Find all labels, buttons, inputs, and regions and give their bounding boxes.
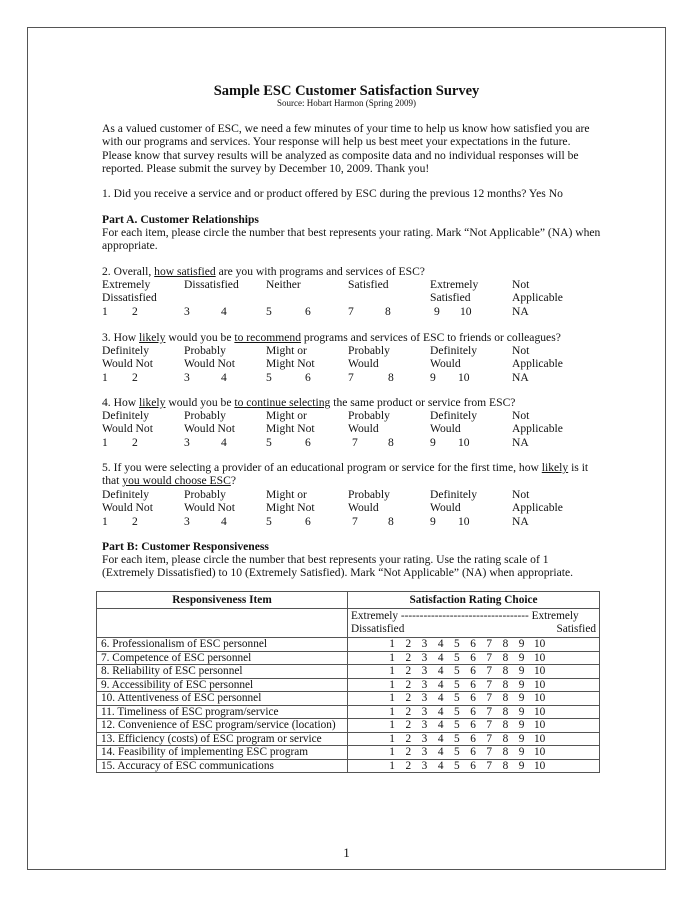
scale-label: Definitely bbox=[430, 409, 478, 422]
q4-underlined: to continue selecting bbox=[234, 396, 331, 409]
rating-option[interactable]: 1 bbox=[389, 705, 395, 718]
table-row bbox=[97, 732, 600, 746]
scale-label: Probably bbox=[184, 344, 226, 357]
rating-option[interactable]: 6 bbox=[470, 719, 476, 731]
rating-option[interactable]: 2 bbox=[132, 304, 138, 318]
rating-option[interactable]: 5 bbox=[454, 732, 460, 745]
rating-option[interactable]: 5 bbox=[454, 759, 460, 772]
rating-option[interactable]: 10 bbox=[534, 759, 546, 772]
instruction-line: For each item, please circle the number that best represents your rating. Mark “Not Applicable” (NA) when bbox=[102, 226, 601, 239]
rating-option[interactable]: 3 bbox=[421, 719, 428, 731]
rating-option[interactable]: 3 bbox=[421, 705, 428, 718]
table-row bbox=[97, 651, 600, 665]
rating-option[interactable]: 3 bbox=[184, 514, 190, 528]
rating-option[interactable]: 3 bbox=[421, 665, 428, 677]
rating-option[interactable]: 3 bbox=[184, 435, 190, 449]
rating-option[interactable]: 8 bbox=[385, 304, 391, 318]
col-header-item: Responsiveness Item bbox=[97, 592, 348, 609]
intro-paragraph bbox=[102, 122, 602, 176]
rating-option[interactable]: 10 bbox=[458, 514, 470, 528]
rating-option[interactable]: 5 bbox=[454, 665, 460, 677]
responsiveness-table bbox=[96, 591, 600, 773]
rating-option[interactable]: 7 bbox=[486, 705, 493, 718]
q3-text: would you be bbox=[165, 331, 235, 344]
scale-legend-right: Satisfied bbox=[556, 623, 596, 635]
rating-option[interactable]: 7 bbox=[348, 370, 354, 384]
scale-label: Would Not bbox=[184, 422, 235, 436]
rating-option[interactable]: 5 bbox=[454, 746, 460, 758]
scale-label: Probably bbox=[348, 488, 390, 501]
rating-option[interactable]: 8 bbox=[502, 719, 509, 731]
rating-option[interactable]: 4 bbox=[437, 719, 444, 731]
rating-option[interactable]: 2 bbox=[405, 638, 412, 650]
scale-label: Would bbox=[348, 357, 379, 371]
scale-label: Might Not bbox=[266, 357, 315, 371]
rating-option[interactable]: 6 bbox=[470, 746, 476, 758]
responsiveness-item-label: 14. Feasibility of implementing ESC program bbox=[97, 746, 348, 760]
rating-option[interactable]: 8 bbox=[502, 746, 509, 758]
rating-option[interactable]: 4 bbox=[221, 435, 227, 449]
rating-option[interactable]: 5 bbox=[454, 651, 460, 664]
part-b-heading: Part B: Customer Responsiveness bbox=[102, 540, 269, 553]
scale-label: Not bbox=[512, 278, 530, 291]
rating-option[interactable]: 4 bbox=[437, 732, 444, 745]
table-header-row bbox=[97, 592, 600, 609]
table-row bbox=[97, 692, 600, 706]
scale-label: Might Not bbox=[266, 422, 315, 436]
responsiveness-item-label: 8. Reliability of ESC personnel bbox=[97, 665, 348, 679]
rating-option[interactable]: 8 bbox=[502, 692, 509, 704]
rating-option[interactable]: NA bbox=[512, 304, 529, 318]
rating-option[interactable]: 10 bbox=[460, 304, 472, 318]
rating-option[interactable]: 8 bbox=[502, 638, 509, 650]
rating-option[interactable]: 9 bbox=[430, 435, 436, 449]
rating-option[interactable]: 9 bbox=[518, 746, 525, 758]
scale-label: Would bbox=[430, 357, 461, 371]
rating-option[interactable]: 9 bbox=[518, 651, 525, 664]
rating-option[interactable]: 4 bbox=[437, 692, 444, 704]
table-row bbox=[97, 638, 600, 652]
q3-text: programs and services of ESC to friends or colleagues? bbox=[301, 331, 561, 344]
table-row bbox=[97, 678, 600, 692]
rating-option[interactable]: 7 bbox=[486, 692, 493, 704]
question-5 bbox=[102, 461, 602, 488]
part-a-heading: Part A. Customer Relationships bbox=[102, 213, 259, 226]
question-4 bbox=[102, 396, 515, 409]
scale-label: Applicable bbox=[512, 501, 563, 515]
q5-text: 5. If you were selecting a provider of an educational program or service for the first time, how bbox=[102, 461, 542, 474]
rating-option[interactable]: 1 bbox=[389, 665, 395, 677]
rating-option[interactable]: 2 bbox=[405, 705, 412, 718]
intro-line: reported. Please submit the survey by December 10, 2009. Thank you! bbox=[102, 162, 430, 176]
rating-option[interactable]: 8 bbox=[388, 435, 394, 449]
rating-option[interactable]: NA bbox=[512, 370, 529, 384]
rating-option[interactable]: 10 bbox=[458, 370, 470, 384]
scale-label: Would bbox=[430, 501, 461, 515]
instruction-line: (Extremely Dissatisfied) to 10 (Extremely Satisfied). Mark “Not Applicable” (NA) when appropriate. bbox=[102, 566, 574, 580]
q4-text: the same product or service from ESC? bbox=[330, 396, 516, 409]
rating-option[interactable]: 10 bbox=[534, 665, 546, 677]
q5-text: that bbox=[102, 474, 123, 488]
rating-option[interactable]: 9 bbox=[430, 370, 436, 384]
q5-text: ? bbox=[230, 474, 236, 488]
rating-option[interactable]: 3 bbox=[421, 692, 428, 704]
rating-option[interactable]: 5 bbox=[266, 514, 272, 528]
q4-text: would you be bbox=[165, 396, 235, 409]
scale-legend-row bbox=[97, 609, 600, 638]
rating-option[interactable]: 4 bbox=[437, 705, 444, 718]
table-row bbox=[97, 705, 600, 719]
q4-underlined: likely bbox=[139, 396, 166, 409]
rating-option[interactable]: 1 bbox=[389, 759, 395, 772]
scale-label: Would bbox=[430, 422, 461, 436]
rating-option[interactable]: 4 bbox=[437, 759, 444, 772]
rating-option[interactable]: 9 bbox=[518, 719, 525, 731]
rating-option[interactable]: 2 bbox=[132, 514, 138, 528]
survey-source: Source: Hobart Harmon (Spring 2009) bbox=[277, 98, 416, 108]
rating-option[interactable]: 4 bbox=[437, 665, 444, 677]
table-row bbox=[97, 665, 600, 679]
part-a-instructions bbox=[102, 226, 602, 253]
q5-underlined: likely bbox=[541, 461, 569, 474]
rating-choices bbox=[348, 665, 600, 679]
rating-option[interactable]: 8 bbox=[388, 370, 394, 384]
scale-label: Applicable bbox=[512, 357, 563, 371]
table-row bbox=[97, 759, 600, 773]
q5-text: is it bbox=[568, 461, 589, 474]
q3-text: 3. How bbox=[102, 331, 140, 344]
rating-option[interactable]: 3 bbox=[421, 732, 428, 745]
q3-underlined: likely bbox=[139, 331, 166, 344]
rating-option[interactable]: 5 bbox=[454, 692, 460, 704]
scale-label: Would bbox=[348, 501, 379, 515]
rating-choices bbox=[348, 705, 600, 719]
scale-label: Might or bbox=[266, 488, 307, 501]
rating-option[interactable]: 2 bbox=[405, 759, 412, 772]
col-header-rating: Satisfaction Rating Choice bbox=[348, 592, 600, 609]
rating-option[interactable]: 4 bbox=[221, 304, 227, 318]
rating-option[interactable]: 1 bbox=[389, 651, 395, 664]
scale-label: Would bbox=[348, 422, 379, 436]
rating-option[interactable]: 10 bbox=[534, 732, 546, 745]
rating-option[interactable]: 6 bbox=[470, 759, 476, 772]
rating-option[interactable]: 8 bbox=[502, 651, 509, 664]
scale-label: Would Not bbox=[184, 357, 235, 371]
rating-option[interactable]: 5 bbox=[266, 304, 272, 318]
scale-label: Satisfied bbox=[430, 291, 471, 305]
rating-option[interactable]: 8 bbox=[502, 705, 509, 718]
rating-option[interactable]: 7 bbox=[486, 651, 493, 664]
rating-option[interactable]: 1 bbox=[389, 732, 395, 745]
scale-label: Would Not bbox=[102, 422, 153, 436]
scale-legend-top: Extremely ---------------------------------- Extremely bbox=[351, 609, 579, 622]
rating-option[interactable]: 4 bbox=[437, 651, 444, 664]
rating-option[interactable]: 4 bbox=[221, 370, 227, 384]
rating-option[interactable]: 7 bbox=[486, 759, 493, 772]
rating-option[interactable]: 3 bbox=[421, 678, 428, 691]
table-body bbox=[97, 638, 600, 773]
scale-label: Might Not bbox=[266, 501, 315, 515]
rating-option[interactable]: 2 bbox=[405, 719, 412, 731]
scale-label: Not bbox=[512, 409, 530, 422]
rating-option[interactable]: 1 bbox=[389, 746, 395, 758]
rating-option[interactable]: 10 bbox=[534, 692, 546, 704]
scale-label: Definitely bbox=[102, 409, 150, 422]
rating-option[interactable]: 7 bbox=[352, 435, 358, 449]
scale-legend-left: Dissatisfied bbox=[351, 623, 405, 635]
rating-option[interactable]: 1 bbox=[389, 678, 395, 691]
rating-option[interactable]: 9 bbox=[518, 692, 525, 704]
scale-label: Definitely bbox=[102, 344, 150, 357]
rating-choices bbox=[348, 678, 600, 692]
rating-option[interactable]: 10 bbox=[534, 651, 546, 664]
rating-option[interactable]: 2 bbox=[405, 665, 412, 677]
rating-option[interactable]: 9 bbox=[518, 638, 525, 650]
q5-underlined: you would choose ESC bbox=[122, 474, 231, 488]
rating-choices bbox=[348, 651, 600, 665]
rating-option[interactable]: 8 bbox=[388, 514, 394, 528]
scale-label: Applicable bbox=[512, 291, 563, 305]
rating-option[interactable]: 6 bbox=[305, 514, 311, 528]
rating-option[interactable]: 4 bbox=[437, 638, 444, 650]
scale-legend bbox=[348, 609, 600, 638]
rating-option[interactable]: 6 bbox=[470, 692, 476, 704]
rating-option[interactable]: 6 bbox=[470, 732, 476, 745]
scale-label: Probably bbox=[184, 409, 226, 422]
rating-option[interactable]: 8 bbox=[502, 678, 509, 691]
rating-option[interactable]: 5 bbox=[454, 705, 460, 718]
rating-option[interactable]: 6 bbox=[470, 705, 476, 718]
rating-option[interactable]: 4 bbox=[221, 514, 227, 528]
rating-option[interactable]: 1 bbox=[102, 514, 108, 528]
scale-label: Applicable bbox=[512, 422, 563, 436]
responsiveness-item-label: 11. Timeliness of ESC program/service bbox=[97, 705, 348, 719]
scale-label: Extremely bbox=[430, 278, 479, 291]
q2-underlined: how satisfied bbox=[154, 265, 216, 278]
instruction-line: For each item, please circle the number that best represents your rating. Use the rating scale of 1 bbox=[102, 553, 549, 566]
rating-option[interactable]: 9 bbox=[518, 759, 525, 772]
q2-text: are you with programs and services of ESC? bbox=[215, 265, 425, 278]
rating-option[interactable]: 3 bbox=[421, 759, 428, 772]
rating-option[interactable]: 7 bbox=[486, 746, 493, 758]
intro-line: Please know that survey results will be analyzed as composite data and no individual responses will be bbox=[102, 148, 579, 162]
scale-label: Dissatisfied bbox=[184, 278, 239, 291]
intro-line: with our programs and services. Your response will help us best meet your expectations in the future. bbox=[102, 135, 571, 149]
table-row bbox=[97, 746, 600, 760]
instruction-line: appropriate. bbox=[102, 239, 158, 253]
rating-option[interactable]: 6 bbox=[470, 651, 476, 664]
rating-option[interactable]: 7 bbox=[352, 514, 358, 528]
rating-option[interactable]: 5 bbox=[454, 678, 460, 691]
question-1: 1. Did you receive a service and or product offered by ESC during the previous 12 months? Yes No bbox=[102, 187, 563, 200]
responsiveness-item-label: 12. Convenience of ESC program/service (location) bbox=[97, 719, 348, 733]
question-3 bbox=[102, 331, 561, 344]
rating-option[interactable]: 6 bbox=[470, 665, 476, 677]
scale-label: Would Not bbox=[184, 501, 235, 515]
rating-option[interactable]: NA bbox=[512, 435, 529, 449]
responsiveness-item-label: 7. Competence of ESC personnel bbox=[97, 651, 348, 665]
rating-option[interactable]: 10 bbox=[534, 719, 546, 731]
scale-label: Not bbox=[512, 488, 530, 501]
scale-label: Neither bbox=[266, 278, 301, 291]
scale-label: Definitely bbox=[430, 344, 478, 357]
scale-label: Would Not bbox=[102, 357, 153, 371]
rating-option[interactable]: 7 bbox=[486, 678, 493, 691]
rating-option[interactable]: 9 bbox=[430, 514, 436, 528]
page-number: 1 bbox=[343, 845, 350, 860]
rating-option[interactable]: 7 bbox=[348, 304, 354, 318]
rating-option[interactable]: 10 bbox=[534, 638, 546, 650]
rating-option[interactable]: 2 bbox=[405, 678, 412, 691]
part-b-instructions bbox=[102, 553, 602, 580]
rating-option[interactable]: 6 bbox=[470, 678, 476, 691]
scale-label: Might or bbox=[266, 344, 307, 357]
rating-option[interactable]: 1 bbox=[389, 719, 395, 731]
rating-option[interactable]: 1 bbox=[102, 370, 108, 384]
rating-option[interactable]: 5 bbox=[454, 638, 460, 650]
rating-option[interactable]: 3 bbox=[184, 304, 190, 318]
rating-option[interactable]: 3 bbox=[421, 746, 428, 758]
q4-text: 4. How bbox=[102, 396, 140, 409]
rating-choices bbox=[348, 732, 600, 746]
rating-option[interactable]: 1 bbox=[102, 435, 108, 449]
rating-option[interactable]: NA bbox=[512, 514, 529, 528]
table-row bbox=[97, 719, 600, 733]
rating-option[interactable]: 8 bbox=[502, 732, 509, 745]
rating-option[interactable]: 4 bbox=[437, 746, 444, 758]
rating-option[interactable]: 6 bbox=[470, 638, 476, 650]
survey-title: Sample ESC Customer Satisfaction Survey bbox=[213, 83, 480, 99]
scale-label: Dissatisfied bbox=[102, 291, 157, 305]
q2-text: 2. Overall, bbox=[102, 265, 155, 278]
scale-label: Might or bbox=[266, 409, 307, 422]
rating-choices bbox=[348, 746, 600, 760]
scale-label: Definitely bbox=[102, 488, 150, 501]
rating-option[interactable]: 2 bbox=[405, 746, 412, 758]
responsiveness-item-label: 10. Attentiveness of ESC personnel bbox=[97, 692, 348, 706]
scale-label: Probably bbox=[348, 344, 390, 357]
rating-option[interactable]: 7 bbox=[486, 638, 493, 650]
rating-option[interactable]: 10 bbox=[534, 746, 546, 758]
rating-option[interactable]: 2 bbox=[405, 732, 412, 745]
rating-choices bbox=[348, 719, 600, 733]
q3-underlined: to recommend bbox=[234, 331, 302, 344]
rating-option[interactable]: 5 bbox=[266, 435, 272, 449]
scale-label: Not bbox=[512, 344, 530, 357]
scale-label: Extremely bbox=[102, 278, 151, 291]
rating-option[interactable]: 10 bbox=[534, 705, 546, 718]
rating-choices bbox=[348, 638, 600, 652]
scale-label: Would Not bbox=[102, 501, 153, 515]
scale-label: Probably bbox=[184, 488, 226, 501]
rating-option[interactable]: 6 bbox=[305, 435, 311, 449]
rating-option[interactable]: 7 bbox=[486, 719, 493, 731]
rating-option[interactable]: 2 bbox=[405, 692, 412, 704]
rating-option[interactable]: 2 bbox=[132, 370, 138, 384]
rating-option[interactable]: 7 bbox=[486, 732, 493, 745]
rating-option[interactable]: 6 bbox=[305, 370, 311, 384]
rating-option[interactable]: 3 bbox=[184, 370, 190, 384]
rating-option[interactable]: 6 bbox=[305, 304, 311, 318]
rating-choices bbox=[348, 759, 600, 773]
rating-option[interactable]: 5 bbox=[266, 370, 272, 384]
question-2 bbox=[102, 265, 425, 278]
responsiveness-item-label: 6. Professionalism of ESC personnel bbox=[97, 638, 348, 652]
rating-option[interactable]: 7 bbox=[486, 665, 493, 677]
rating-option[interactable]: 3 bbox=[421, 638, 428, 650]
rating-option[interactable]: 9 bbox=[518, 678, 525, 691]
rating-option[interactable]: 2 bbox=[132, 435, 138, 449]
rating-option[interactable]: 2 bbox=[405, 651, 412, 664]
responsiveness-item-label: 13. Efficiency (costs) of ESC program or service bbox=[97, 732, 348, 746]
rating-option[interactable]: 10 bbox=[534, 678, 546, 691]
rating-choices bbox=[348, 692, 600, 706]
rating-option[interactable]: 1 bbox=[389, 692, 395, 704]
rating-option[interactable]: 9 bbox=[518, 732, 525, 745]
rating-option[interactable]: 9 bbox=[434, 304, 440, 318]
rating-option[interactable]: 9 bbox=[518, 665, 525, 677]
rating-option[interactable]: 4 bbox=[437, 678, 444, 691]
rating-option[interactable]: 9 bbox=[518, 705, 525, 718]
responsiveness-item-label: 9. Accessibility of ESC personnel bbox=[97, 678, 348, 692]
rating-option[interactable]: 8 bbox=[502, 665, 509, 677]
legend-empty-cell bbox=[97, 609, 348, 638]
rating-option[interactable]: 1 bbox=[102, 304, 108, 318]
scale-label: Probably bbox=[348, 409, 390, 422]
rating-option[interactable]: 5 bbox=[454, 719, 460, 731]
responsiveness-item-label: 15. Accuracy of ESC communications bbox=[97, 759, 348, 773]
scale-label: Definitely bbox=[430, 488, 478, 501]
rating-option[interactable]: 10 bbox=[458, 435, 470, 449]
rating-option[interactable]: 3 bbox=[421, 651, 428, 664]
rating-option[interactable]: 8 bbox=[502, 759, 509, 772]
rating-option[interactable]: 1 bbox=[389, 638, 395, 650]
intro-line: As a valued customer of ESC, we need a few minutes of your time to help us know how satisfied you are bbox=[102, 122, 590, 135]
scale-label: Satisfied bbox=[348, 278, 389, 291]
